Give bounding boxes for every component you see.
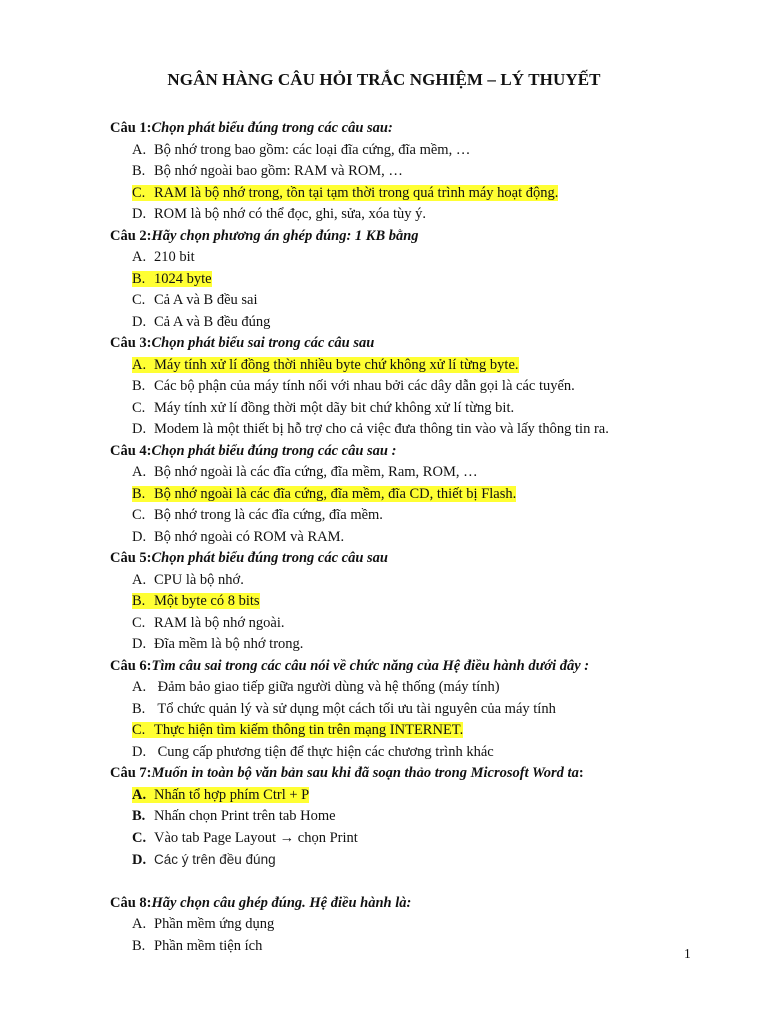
option-text: Một byte có 8 bits [154,593,260,609]
answer-option-a [110,247,710,269]
answer-body [132,808,336,824]
answer-option-d [110,204,710,226]
option-letter: A. [132,464,147,480]
question-1 [110,118,710,140]
question-number: Câu 1: [110,120,152,136]
answer-body [132,421,609,437]
option-text: Modem là một thiết bị hỗ trợ cho cả việc đưa thông tin vào và lấy thông tin ra. [154,421,609,437]
question-suffix: : [578,765,584,781]
answer-body [132,163,403,179]
option-letter: A. [132,141,147,158]
highlighted-answer [132,593,260,609]
option-text: ROM là bộ nhớ có thể đọc, ghi, sửa, xóa tùy ý. [154,206,427,222]
answer-option-a [110,355,710,377]
option-letter: C. [132,292,146,308]
option-text: 210 bit [154,249,195,265]
answer-option-b [110,806,710,828]
answer-option-a [110,914,710,936]
answer-body [132,615,285,631]
option-text: 1024 byte [154,270,212,287]
answer-body [132,679,500,695]
option-letter: D. [132,743,147,760]
answer-option-b [110,591,710,613]
option-letter: B. [132,485,146,502]
option-text: Bộ nhớ ngoài là các đĩa cứng, đĩa mềm, đĩa CD, thiết bị Flash. [154,485,517,502]
page-title: NGÂN HÀNG CÂU HỎI TRẮC NGHIỆM – LÝ THUYẾT [167,70,601,89]
highlighted-answer [132,787,309,803]
answer-body [132,852,276,868]
question-number: Câu 6: [110,657,152,674]
answer-body [132,830,358,846]
answer-option-b [110,161,710,183]
option-text: Đĩa mềm là bộ nhớ trong. [154,636,304,652]
answer-option-b [110,269,710,291]
question-number: Câu 5: [110,550,152,566]
answer-option-c [110,828,710,850]
option-letter: C. [132,829,147,846]
answer-body [132,400,514,416]
question-number: Câu 3: [110,335,152,351]
question-2 [110,226,710,248]
answer-body [132,916,274,932]
question-text: Tìm câu sai trong các câu nói về chức năng của Hệ điều hành dưới đây : [151,657,590,674]
answer-body [132,529,344,545]
option-text: Phần mềm tiện ích [154,937,263,954]
option-text: Bộ nhớ trong là các đĩa cứng, đĩa mềm. [154,507,383,523]
option-letter: B. [132,270,146,287]
option-text: Nhấn tổ hợp phím Ctrl + P [154,786,310,803]
answer-body [132,701,556,717]
option-text: Bộ nhớ ngoài bao gồm: RAM và ROM, … [154,163,403,179]
option-text: Các bộ phận của máy tính nối với nhau bởi các dây dẫn gọi là các tuyến. [154,378,575,394]
question-text: Chọn phát biểu đúng trong các câu sau : [151,442,397,459]
option-text: Đảm bảo giao tiếp giữa người dùng và hệ thống (máy tính) [154,679,500,695]
answer-option-d [110,312,710,334]
answer-body [132,378,575,394]
question-number: Câu 8: [110,894,152,911]
option-letter: B. [132,700,146,717]
answer-body [132,249,195,265]
option-text: Nhấn chọn Print trên tab Home [154,808,336,824]
answer-option-a [110,570,710,592]
answer-option-a [110,785,710,807]
answer-body [132,206,426,222]
answer-option-a [110,677,710,699]
answer-option-a [110,140,710,162]
answer-body [132,314,270,330]
question-3 [110,333,710,355]
option-letter: A. [132,571,147,588]
highlighted-answer [132,271,212,287]
option-text: CPU là bộ nhớ. [154,571,244,588]
option-text: Phần mềm ứng dụng [154,916,275,932]
answer-option-c [110,398,710,420]
option-letter: A. [132,916,147,932]
option-text: Máy tính xử lí đồng thời nhiều byte chứ không xử lí từng byte. [154,356,519,373]
answer-body [132,636,303,652]
answer-option-d [110,527,710,549]
answer-option-d [110,742,710,764]
question-text: Muốn in toàn bộ văn bản sau khi đã soạn thảo trong Microsoft Word ta [151,765,579,781]
answer-option-d [110,849,710,871]
question-text: Chọn phát biểu sai trong các câu sau [151,335,375,351]
spacer [110,871,710,893]
option-letter: B. [132,163,146,179]
option-text: Tổ chức quản lý và sử dụng một cách tối ưu tài nguyên của máy tính [154,700,556,717]
option-text: Cả A và B đều đúng [154,313,271,330]
option-letter: B. [132,593,146,609]
answer-option-d [110,634,710,656]
option-letter: A. [132,679,147,695]
answer-option-c [110,613,710,635]
option-letter: C. [132,614,146,631]
option-letter: C. [132,399,146,416]
highlighted-answer [132,486,516,502]
question-8 [110,893,710,915]
answer-body [132,507,383,523]
answer-option-c [110,183,710,205]
question-number: Câu 2: [110,227,152,244]
question-5 [110,548,710,570]
question-4 [110,441,710,463]
option-text: Bộ nhớ ngoài là các đĩa cứng, đĩa mềm, Ram, ROM, … [154,464,478,480]
answer-option-b [110,699,710,721]
question-text: Chọn phát biểu đúng trong các câu sau [151,550,388,566]
option-text: Cung cấp phương tiện để thực hiện các chương trình khác [154,743,494,760]
option-text: Bộ nhớ ngoài có ROM và RAM. [154,528,345,545]
highlighted-answer [132,185,558,201]
answer-body [132,938,262,954]
option-text: Các ý trên đều đúng [154,852,276,867]
answer-body [132,464,478,480]
option-letter: D. [132,421,147,437]
option-letter: D. [132,852,147,868]
question-6 [110,656,710,678]
answer-body [132,744,494,760]
answer-body [132,572,244,588]
highlighted-answer [132,722,463,738]
option-letter: D. [132,636,147,652]
answer-body [132,292,258,308]
answer-option-b [110,484,710,506]
option-text: RAM là bộ nhớ trong, tồn tại tạm thời trong quá trình máy hoạt động. [154,184,559,201]
option-text: Bộ nhớ trong bao gồm: các loại đĩa cứng, đĩa mềm, … [154,141,471,158]
option-letter: C. [132,507,146,523]
option-letter: D. [132,313,147,330]
question-number: Câu 7: [110,765,152,781]
option-letter: A. [132,356,147,373]
option-text: Máy tính xử lí đồng thời một dãy bit chứ không xử lí từng bit. [154,399,515,416]
question-text: Hãy chọn phương án ghép đúng: 1 KB bằng [151,227,419,244]
answer-option-c [110,290,710,312]
question-text: Hãy chọn câu ghép đúng. Hệ điều hành là: [151,894,412,911]
option-text: Thực hiện tìm kiếm thông tin trên mạng INTERNET. [154,722,464,738]
option-text: RAM là bộ nhớ ngoài. [154,614,285,631]
answer-option-b [110,376,710,398]
highlighted-answer [132,357,519,373]
answer-option-d [110,419,710,441]
option-letter: B. [132,378,146,394]
option-text: Cả A và B đều sai [154,292,258,308]
question-7 [110,763,710,785]
option-letter: D. [132,528,147,545]
option-letter: B. [132,808,146,824]
answer-option-c [110,505,710,527]
option-letter: B. [132,937,146,954]
answer-body [132,142,470,158]
question-number: Câu 4: [110,442,152,459]
option-text: Vào tab Page Layout → chọn Print [154,829,358,846]
answer-option-a [110,462,710,484]
question-list [110,118,710,957]
option-letter: A. [132,786,147,803]
answer-option-c [110,720,710,742]
answer-option-b [110,936,710,958]
question-text: Chọn phát biểu đúng trong các câu sau: [151,120,393,136]
option-letter: A. [132,249,147,265]
option-letter: D. [132,206,147,222]
page-number: 1 [684,946,691,961]
option-letter: C. [132,184,146,201]
option-letter: C. [132,722,146,738]
